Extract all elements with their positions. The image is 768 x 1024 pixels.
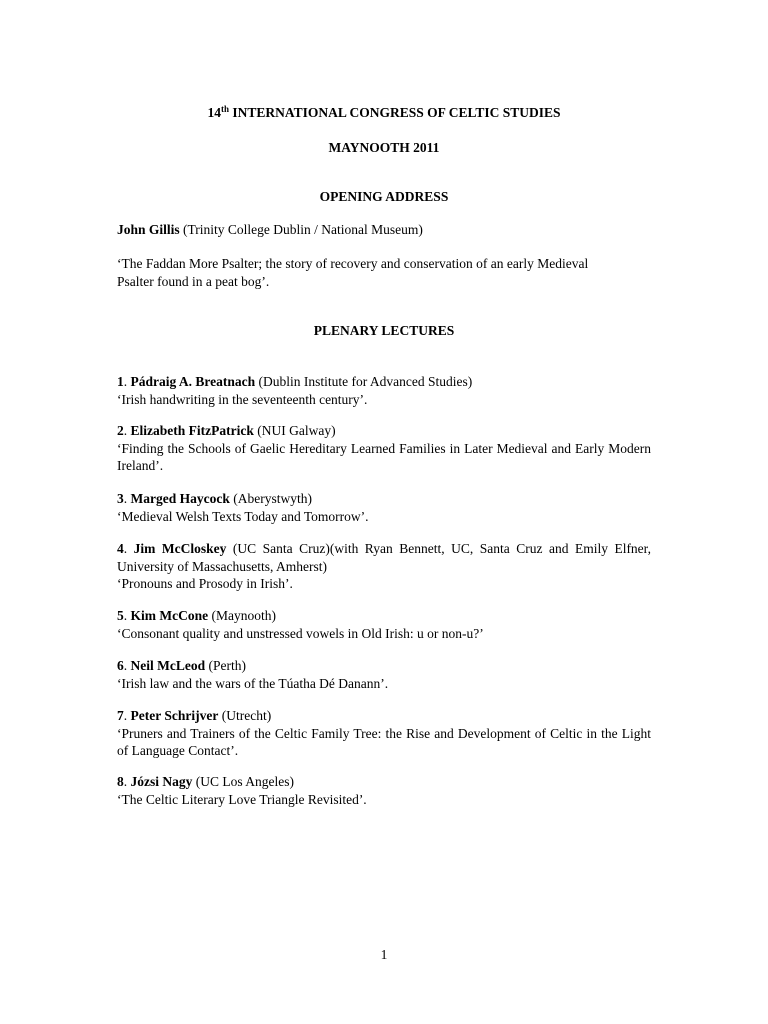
lecture-number: 5 xyxy=(117,608,124,623)
lecture-number: 4 xyxy=(117,541,124,556)
lecture-item: 3. Marged Haycock (Aberystwyth) ‘Medieval Welsh Texts Today and Tomorrow’. xyxy=(117,490,651,525)
congress-subtitle: MAYNOOTH 2011 xyxy=(328,140,440,155)
lecture-speaker-affiliation: (UC Santa Cruz)(with Ryan Bennett, UC, Santa Cruz and Emily Elfner, University of Massachusetts, Amherst) xyxy=(117,541,652,574)
opening-address-heading: OPENING ADDRESS xyxy=(319,189,449,204)
opening-speaker-name: John Gillis xyxy=(117,222,180,237)
lecture-number: 8 xyxy=(117,774,124,789)
title-number: 14 xyxy=(207,105,221,120)
lecture-title: ‘Pruners and Trainers of the Celtic Family Tree: the Rise and Development of Celtic in the Light of Language Contact’. xyxy=(117,725,651,758)
lecture-number: 2 xyxy=(117,423,124,438)
lecture-speaker-name: Kim McCone xyxy=(130,608,209,623)
lecture-title: ‘Finding the Schools of Gaelic Hereditary Learned Families in Later Medieval and Early Modern Ireland’. xyxy=(117,440,651,473)
lecture-number: 6 xyxy=(117,658,124,673)
plenary-lectures-heading: PLENARY LECTURES xyxy=(313,323,455,338)
lecture-speaker-name: Peter Schrijver xyxy=(130,708,219,723)
lecture-speaker-name: Elizabeth FitzPatrick xyxy=(130,423,254,438)
lecture-speaker-affiliation: (UC Los Angeles) xyxy=(192,774,294,789)
lecture-item: 8. Józsi Nagy (UC Los Angeles) ‘The Celtic Literary Love Triangle Revisited’. xyxy=(117,773,651,808)
lecture-title: ‘Irish law and the wars of the Túatha Dé Danann’. xyxy=(117,675,389,691)
lecture-speaker-affiliation: (Dublin Institute for Advanced Studies) xyxy=(255,374,473,389)
lecture-item: 7. Peter Schrijver (Utrecht) ‘Pruners and Trainers of the Celtic Family Tree: the Rise and Development of Celtic in the Light of Language Contact’. xyxy=(117,708,651,758)
lecture-speaker-name: Józsi Nagy xyxy=(130,774,193,789)
lecture-speaker-name: Marged Haycock xyxy=(130,491,230,506)
lecture-item: 1. Pádraig A. Breatnach (Dublin Institute for Advanced Studies) ‘Irish handwriting in the seventeenth century’. xyxy=(117,373,651,408)
title-ordinal-suffix: th xyxy=(221,104,230,114)
opening-speaker-affiliation: (Trinity College Dublin / National Museum) xyxy=(179,222,423,237)
lecture-title: ‘Medieval Welsh Texts Today and Tomorrow’. xyxy=(117,508,369,524)
lecture-number: 7 xyxy=(117,708,124,723)
opening-talk-title: ‘The Faddan More Psalter; the story of recovery and conservation of an early Medieval Psalter found in a peat bog’. xyxy=(117,256,589,289)
title-text: INTERNATIONAL CONGRESS OF CELTIC STUDIES xyxy=(229,105,561,120)
lecture-speaker-name: Pádraig A. Breatnach xyxy=(130,374,256,389)
page-number: 1 xyxy=(380,947,388,962)
lecture-speaker-affiliation: (NUI Galway) xyxy=(253,423,336,438)
lecture-title: ‘Irish handwriting in the seventeenth century’. xyxy=(117,391,368,407)
lecture-speaker-affiliation: (Aberystwyth) xyxy=(229,491,312,506)
lecture-number: 3 xyxy=(117,491,124,506)
lecture-title: ‘The Celtic Literary Love Triangle Revisited’. xyxy=(117,791,367,807)
lecture-speaker-affiliation: (Maynooth) xyxy=(208,608,276,623)
lecture-speaker-name: Neil McLeod xyxy=(130,658,206,673)
congress-title xyxy=(0,105,768,121)
lecture-number: 1 xyxy=(117,374,124,389)
lecture-item: 4. Jim McCloskey (UC Santa Cruz)(with Ryan Bennett, UC, Santa Cruz and Emily Elfner, University of Massachusetts, Amherst) ‘Pronouns and Prosody in Irish’. xyxy=(117,541,652,591)
lecture-item: 6. Neil McLeod (Perth) ‘Irish law and the wars of the Túatha Dé Danann’. xyxy=(117,657,651,692)
lecture-speaker-affiliation: (Utrecht) xyxy=(218,708,272,723)
opening-speaker-line xyxy=(117,221,651,239)
lecture-title: ‘Consonant quality and unstressed vowels in Old Irish: u or non-u?’ xyxy=(117,625,484,641)
lecture-item: 5. Kim McCone (Maynooth) ‘Consonant quality and unstressed vowels in Old Irish: u or non-u?’ xyxy=(117,607,651,642)
lecture-speaker-name: Jim McCloskey xyxy=(133,541,227,556)
lecture-item: 2. Elizabeth FitzPatrick (NUI Galway) ‘Finding the Schools of Gaelic Hereditary Learned Families in Later Medieval and Early Modern Ireland’. xyxy=(117,423,651,473)
lecture-title: ‘Pronouns and Prosody in Irish’. xyxy=(117,576,293,591)
lecture-speaker-affiliation: (Perth) xyxy=(205,658,246,673)
